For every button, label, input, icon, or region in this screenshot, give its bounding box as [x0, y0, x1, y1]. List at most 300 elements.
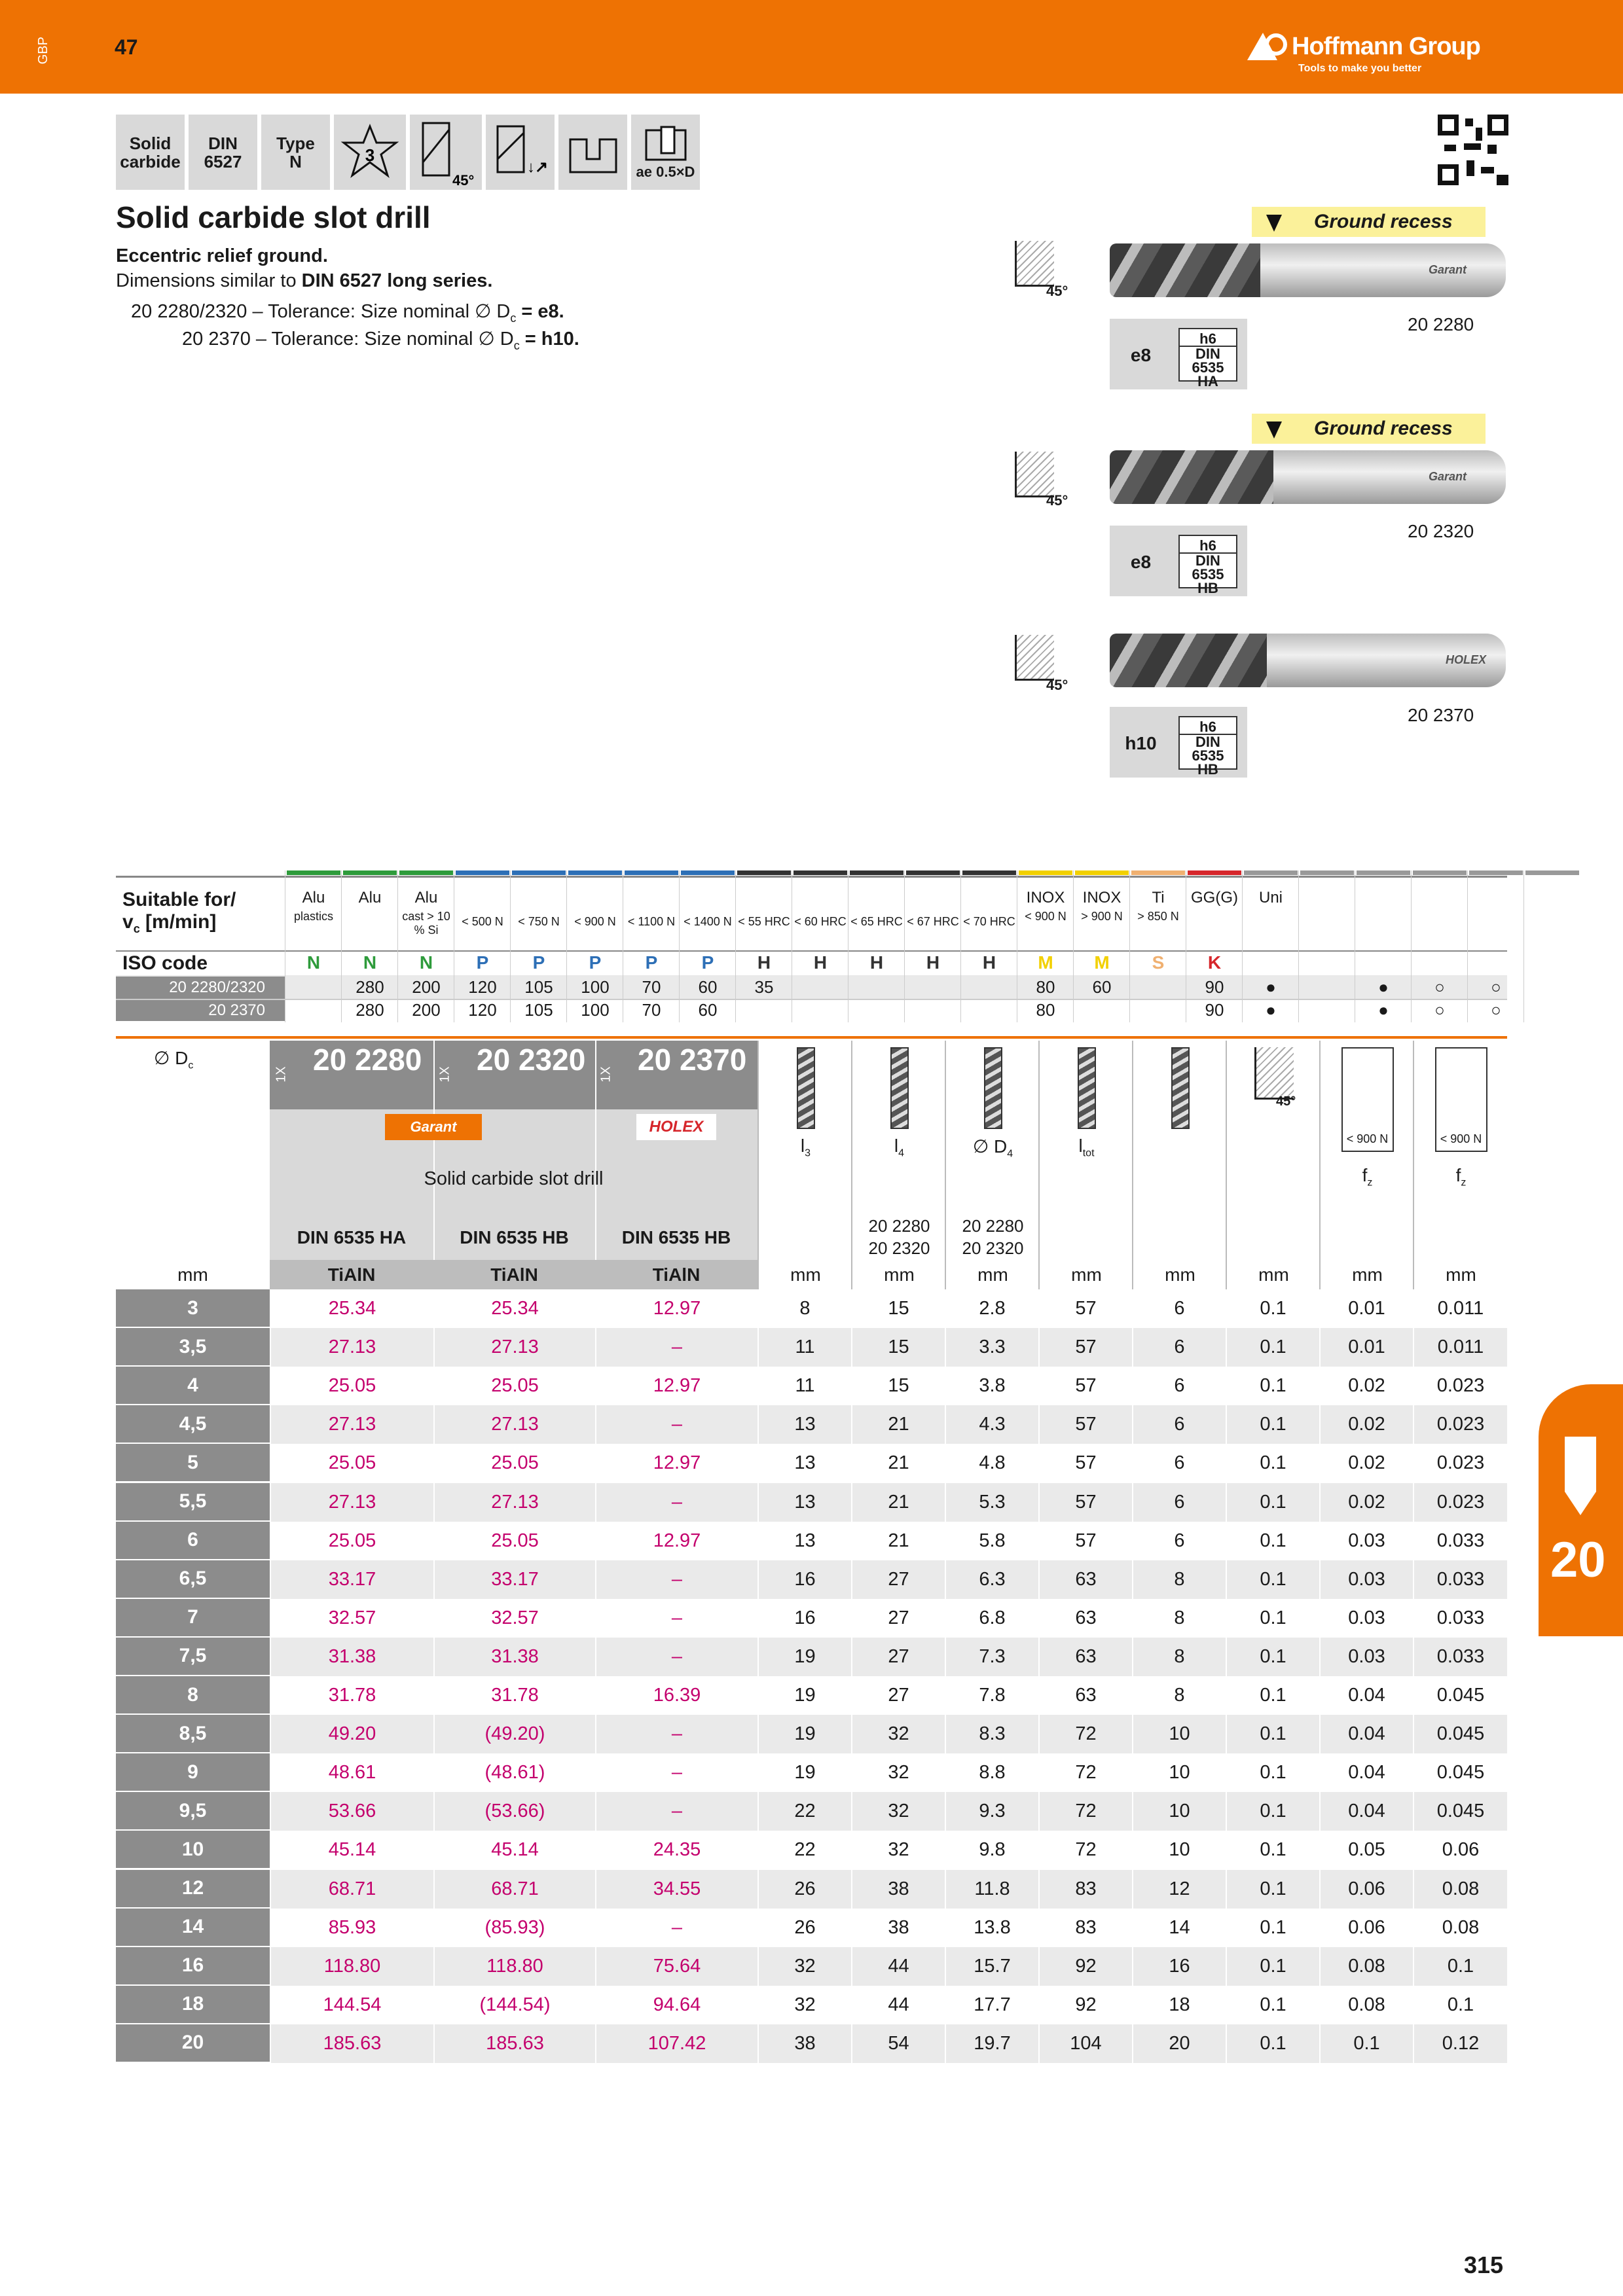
price-cell[interactable]: 27.13 — [433, 1328, 595, 1367]
dimension-icon — [1171, 1047, 1190, 1129]
tool-image-2: Garant — [1110, 450, 1506, 504]
dim-cell: 92 — [1038, 1986, 1132, 2024]
dim-cell: 54 — [851, 2024, 945, 2063]
dim-cell: 0.1 — [1319, 2024, 1413, 2063]
suit-col — [397, 870, 454, 1022]
suit-subhead: < 900 N — [574, 915, 616, 928]
tool-code-2: 20 2320 — [1408, 521, 1474, 541]
iso-code: H — [813, 952, 828, 973]
price-cell[interactable]: 12.97 — [595, 1367, 757, 1405]
price-cell[interactable]: 32.57 — [270, 1599, 433, 1638]
suit-row-label-2: 20 2370 — [208, 1001, 265, 1019]
dim-cell: 0.03 — [1319, 1599, 1413, 1638]
note-code: 20 2320 — [868, 1238, 930, 1258]
table-top-rule — [116, 1036, 1507, 1039]
dim-cell: 0.01 — [1319, 1289, 1413, 1328]
dim-cell: 32 — [851, 1715, 945, 1753]
dim-cell: 38 — [757, 2024, 851, 2063]
dim-cell: 0.045 — [1413, 1676, 1507, 1715]
dim-cell: 0.1 — [1226, 1947, 1319, 1986]
table-row — [116, 1831, 1507, 1869]
suit-subhead: < 500 N — [462, 915, 503, 928]
table-row — [116, 1870, 1507, 1909]
dim-cell: 57 — [1038, 1405, 1132, 1444]
dim-cell: 16 — [757, 1599, 851, 1638]
attr-din: DIN 6527 — [189, 115, 257, 190]
suit-subhead: < 60 HRC — [794, 915, 847, 928]
suit-col — [1186, 870, 1242, 1022]
dim-cell: 0.045 — [1413, 1753, 1507, 1792]
price-cell[interactable]: – — [595, 1715, 757, 1753]
unit-label: mm — [1165, 1265, 1195, 1285]
price-cell[interactable]: (144.54) — [433, 1986, 595, 2024]
din-3: DIN 6535 HB — [621, 1227, 731, 1247]
attr-solid-carbide: Solid carbide — [116, 115, 185, 190]
price-cell[interactable]: 31.78 — [270, 1676, 433, 1715]
price-cell[interactable]: – — [595, 1483, 757, 1522]
dim-cell: 72 — [1038, 1753, 1132, 1792]
dim-cell: 0.1 — [1226, 1444, 1319, 1482]
price-cell[interactable]: 32.57 — [433, 1599, 595, 1638]
dim-cell: 27 — [851, 1599, 945, 1638]
brand-name: Hoffmann Group — [1292, 33, 1480, 60]
tolerance-box-1: e8 h6 DIN 6535 HA — [1110, 319, 1247, 389]
ground-recess-label-1: Ground recess — [1252, 207, 1486, 237]
table-row — [116, 1909, 1507, 1947]
iso-code: M — [1094, 952, 1110, 973]
suit-subhead: > 850 N — [1137, 910, 1179, 923]
dim-cell: 13 — [757, 1405, 851, 1444]
suit-row-label-1: 20 2280/2320 — [169, 978, 265, 996]
angle-3: 45° — [1046, 677, 1068, 693]
dc-cell: 3,5 — [116, 1328, 270, 1367]
price-cell[interactable]: 25.05 — [270, 1367, 433, 1405]
dimension-icon — [797, 1047, 815, 1129]
dim-cell: 0.04 — [1319, 1715, 1413, 1753]
dim-cell: 0.04 — [1319, 1792, 1413, 1831]
dim-cell: 63 — [1038, 1560, 1132, 1599]
dim-cell: 0.023 — [1413, 1405, 1507, 1444]
dc-cell: 4,5 — [116, 1405, 270, 1444]
table-row — [116, 1522, 1507, 1560]
dim-cell: 3.3 — [945, 1328, 1038, 1367]
price-cell[interactable]: 27.13 — [270, 1405, 433, 1444]
table-row — [116, 1560, 1507, 1599]
dim-cell: 27 — [851, 1676, 945, 1715]
price-cell[interactable]: 25.05 — [433, 1522, 595, 1560]
dim-cell: 0.05 — [1319, 1831, 1413, 1869]
suit-head: Ti — [1152, 889, 1165, 906]
tool-code-3: 20 2370 — [1408, 705, 1474, 725]
dc-cell: 5 — [116, 1444, 270, 1482]
dim-cell: 0.033 — [1413, 1560, 1507, 1599]
suit-col — [1073, 870, 1129, 1022]
suit-value: ○ — [1434, 1000, 1445, 1020]
dim-cell: 32 — [851, 1792, 945, 1831]
dim-head-3 — [1038, 1041, 1132, 1289]
dim-cell: 4.8 — [945, 1444, 1038, 1482]
drill-icon — [1554, 1437, 1607, 1515]
dim-cell: 57 — [1038, 1328, 1132, 1367]
dim-cell: 0.045 — [1413, 1715, 1507, 1753]
dim-cell: 7.3 — [945, 1638, 1038, 1676]
suit-col — [1467, 870, 1523, 1022]
dim-cell: 0.1 — [1226, 1560, 1319, 1599]
price-cell[interactable]: 48.61 — [270, 1753, 433, 1792]
dim-cell: 6 — [1132, 1522, 1226, 1560]
iso-code: N — [363, 952, 377, 973]
dim-cell: 10 — [1132, 1753, 1226, 1792]
unit-label: mm — [977, 1265, 1008, 1285]
dim-cell: 0.011 — [1413, 1328, 1507, 1367]
dim-cell: 8.8 — [945, 1753, 1038, 1792]
dim-cell: 6 — [1132, 1328, 1226, 1367]
three-flute-icon — [340, 123, 399, 182]
price-cell[interactable]: 45.14 — [433, 1831, 595, 1869]
dim-cell: 15 — [851, 1289, 945, 1328]
suit-col — [341, 870, 397, 1022]
suit-value: 60 — [698, 1000, 718, 1020]
dim-cell: 0.011 — [1413, 1289, 1507, 1328]
suit-head: Uni — [1258, 889, 1283, 906]
price-cell[interactable]: – — [595, 1405, 757, 1444]
dim-cell: 0.1 — [1413, 1986, 1507, 2024]
suit-col — [960, 870, 1017, 1022]
suit-value: 120 — [468, 977, 497, 997]
price-cell[interactable]: 118.80 — [433, 1947, 595, 1986]
angle-2: 45° — [1046, 492, 1068, 509]
price-cell[interactable]: 185.63 — [270, 2024, 433, 2063]
dim-cell: 0.033 — [1413, 1638, 1507, 1676]
price-cell[interactable]: 25.05 — [270, 1522, 433, 1560]
dc-cell: 16 — [116, 1947, 270, 1986]
note-code: 20 2280 — [868, 1216, 930, 1236]
dim-cell: 10 — [1132, 1831, 1226, 1869]
dim-cell: 10 — [1132, 1792, 1226, 1831]
table-row — [116, 1986, 1507, 2024]
price-cell[interactable]: – — [595, 1638, 757, 1676]
dim-cell: 0.1 — [1226, 1328, 1319, 1367]
note-code: 20 2320 — [962, 1238, 1024, 1258]
dim-cell: 19 — [757, 1715, 851, 1753]
dim-cell: 26 — [757, 1870, 851, 1909]
price-cell[interactable]: – — [595, 1560, 757, 1599]
dim-cell: 0.1 — [1226, 1405, 1319, 1444]
price-cell[interactable]: 185.63 — [433, 2024, 595, 2063]
price-cell[interactable]: 49.20 — [270, 1715, 433, 1753]
page-number-top: 47 — [115, 35, 138, 59]
suit-col — [1411, 870, 1467, 1022]
price-cell[interactable]: – — [595, 1792, 757, 1831]
price-cell[interactable]: 24.35 — [595, 1831, 757, 1869]
dim-cell: 0.1 — [1413, 1947, 1507, 1986]
suit-subhead: cast > 10 % Si — [402, 910, 450, 937]
chapter-tab[interactable] — [1539, 1384, 1623, 1636]
desc-line-3: 20 2280/2320 – Tolerance: Size nominal ∅ $D_c = e8$. — [131, 301, 564, 325]
price-cell[interactable]: 12.97 — [595, 1522, 757, 1560]
chapter-number: 20 — [1550, 1532, 1606, 1588]
dc-cell: 6,5 — [116, 1560, 270, 1599]
suit-subhead: < 900 N — [1025, 910, 1067, 923]
dim-cell: 10 — [1132, 1715, 1226, 1753]
price-cell[interactable]: 27.13 — [270, 1328, 433, 1367]
price-cell[interactable]: (85.93) — [433, 1909, 595, 1947]
table-row — [116, 1289, 1507, 1328]
price-cell[interactable]: 94.64 — [595, 1986, 757, 2024]
iso-code: K — [1207, 952, 1222, 973]
dimension-icon — [984, 1047, 1002, 1129]
suit-head: Alu — [302, 889, 325, 906]
brand-tagline: Tools to make you better — [1298, 63, 1422, 74]
suit-col — [1017, 870, 1073, 1022]
price-cell[interactable]: 12.97 — [595, 1444, 757, 1482]
page-header — [0, 0, 1623, 94]
price-cell[interactable]: – — [595, 1909, 757, 1947]
dim-cell: 15 — [851, 1328, 945, 1367]
dim-cell: 5.8 — [945, 1522, 1038, 1560]
dimension-icon — [890, 1047, 909, 1129]
dim-cell: 22 — [757, 1792, 851, 1831]
logo-icon — [1247, 30, 1288, 62]
dim-cell: 3.8 — [945, 1367, 1038, 1405]
dc-cell: 9 — [116, 1753, 270, 1792]
ae-icon — [643, 124, 689, 163]
dim-cell: 72 — [1038, 1831, 1132, 1869]
unit-label: mm — [1446, 1265, 1476, 1285]
suit-col — [1355, 870, 1411, 1022]
price-cell[interactable]: 85.93 — [270, 1909, 433, 1947]
dim-cell: 13.8 — [945, 1909, 1038, 1947]
dim-cell: 4.3 — [945, 1405, 1038, 1444]
iso-code: M — [1038, 952, 1053, 973]
price-cell[interactable]: 45.14 — [270, 1831, 433, 1869]
dim-cell: 57 — [1038, 1367, 1132, 1405]
price-cell[interactable]: 75.64 — [595, 1947, 757, 1986]
price-cell[interactable]: 31.38 — [270, 1638, 433, 1676]
coating-1: TiAlN — [327, 1265, 376, 1285]
suit-col — [679, 870, 735, 1022]
dim-cell: 27 — [851, 1560, 945, 1599]
suit-value: ○ — [1491, 1000, 1501, 1020]
price-cell[interactable]: – — [595, 1328, 757, 1367]
suit-value: ● — [1266, 977, 1276, 997]
dim-head-2 — [945, 1041, 1038, 1289]
dim-cell: 6.8 — [945, 1599, 1038, 1638]
suit-col — [1298, 870, 1355, 1022]
iso-code: N — [306, 952, 321, 973]
suit-value: 60 — [698, 977, 718, 997]
desc-line-4: 20 2370 – Tolerance: Size nominal ∅ $D_c = h10$. — [182, 329, 579, 352]
dim-cell: 9.3 — [945, 1792, 1038, 1831]
garant-logo: Garant — [385, 1114, 482, 1140]
unit-label: mm — [884, 1265, 915, 1285]
suit-subhead: < 1400 N — [684, 915, 732, 928]
suit-col — [848, 870, 904, 1022]
iso-code: P — [701, 952, 714, 973]
price-cell[interactable]: 25.05 — [433, 1367, 595, 1405]
dim-cell: 11 — [757, 1328, 851, 1367]
dim-cell: 0.1 — [1226, 1676, 1319, 1715]
suit-col — [566, 870, 623, 1022]
dim-cell: 13 — [757, 1522, 851, 1560]
suit-col — [285, 870, 341, 1022]
dim-cell: 0.02 — [1319, 1483, 1413, 1522]
attr-ae: ae 0.5×D — [631, 115, 700, 190]
tool-code-1: 20 2280 — [1408, 314, 1474, 334]
price-cell[interactable]: 33.17 — [270, 1560, 433, 1599]
dim-cell: 0.045 — [1413, 1792, 1507, 1831]
dim-head-0 — [757, 1041, 851, 1289]
dc-header: ∅ $D_c$ — [154, 1048, 194, 1071]
dc-cell: 7,5 — [116, 1638, 270, 1676]
price-cell[interactable]: 31.78 — [433, 1676, 595, 1715]
dim-cell: 0.1 — [1226, 1831, 1319, 1869]
price-cell[interactable]: 68.71 — [270, 1870, 433, 1909]
unit-label: mm — [1258, 1265, 1289, 1285]
price-cell[interactable]: 27.13 — [433, 1405, 595, 1444]
dim-cell: 0.08 — [1319, 1986, 1413, 2024]
dim-cell: 0.06 — [1319, 1909, 1413, 1947]
iso-code: H — [926, 952, 940, 973]
price-cell[interactable]: – — [595, 1599, 757, 1638]
dc-cell: 8,5 — [116, 1715, 270, 1753]
table-row — [116, 1715, 1507, 1753]
dim-cell: 44 — [851, 1947, 945, 1986]
dim-head-5 — [1226, 1041, 1319, 1289]
suit-value: 60 — [1092, 977, 1112, 997]
dim-cell: 6.3 — [945, 1560, 1038, 1599]
suit-col — [1523, 870, 1580, 1022]
dim-cell: 19 — [757, 1676, 851, 1715]
suit-col — [792, 870, 848, 1022]
col-code-2: 20 2320 — [477, 1043, 586, 1077]
dim-cell: 0.1 — [1226, 1986, 1319, 2024]
suit-head: INOX — [1026, 889, 1065, 906]
suit-value: 100 — [581, 1000, 610, 1020]
plunge-icon — [491, 120, 550, 185]
price-cell[interactable]: (48.61) — [433, 1753, 595, 1792]
suit-subhead: < 55 HRC — [738, 915, 790, 928]
dim-cell: 0.1 — [1226, 2024, 1319, 2063]
suit-col — [1242, 870, 1298, 1022]
dim-label: $f_z$ — [1362, 1165, 1373, 1189]
price-cell[interactable]: 68.71 — [433, 1870, 595, 1909]
dim-cell: 11.8 — [945, 1870, 1038, 1909]
dim-cell: 57 — [1038, 1289, 1132, 1328]
price-cell[interactable]: 118.80 — [270, 1947, 433, 1986]
dim-label: $l_4$ — [894, 1136, 905, 1159]
suit-value: 280 — [356, 1000, 384, 1020]
product-title: Solid carbide slot drill — [116, 200, 431, 234]
price-cell[interactable]: – — [595, 1753, 757, 1792]
dim-cell: 13 — [757, 1444, 851, 1482]
tolerance-box-2: e8 h6 DIN 6535 HB — [1110, 526, 1247, 596]
price-cell[interactable]: 16.39 — [595, 1676, 757, 1715]
dim-cell: 8 — [1132, 1638, 1226, 1676]
suit-value: 100 — [581, 977, 610, 997]
dim-cell: 63 — [1038, 1599, 1132, 1638]
table-row — [116, 1405, 1507, 1444]
price-cell[interactable]: 25.05 — [270, 1444, 433, 1482]
table-row — [116, 1483, 1507, 1522]
dc-cell: 3 — [116, 1289, 270, 1328]
price-cell[interactable]: (53.66) — [433, 1792, 595, 1831]
price-cell[interactable]: 34.55 — [595, 1870, 757, 1909]
dim-cell: 14 — [1132, 1909, 1226, 1947]
price-cell[interactable]: 25.05 — [433, 1444, 595, 1482]
price-cell[interactable]: 31.38 — [433, 1638, 595, 1676]
table-row — [116, 2024, 1507, 2063]
suit-value: 200 — [412, 1000, 441, 1020]
dim-cell: 6 — [1132, 1444, 1226, 1482]
dim-cell: 32 — [851, 1831, 945, 1869]
dc-cell: 6 — [116, 1522, 270, 1560]
dim-cell: 0.02 — [1319, 1367, 1413, 1405]
dim-label: $l_3$ — [800, 1136, 811, 1159]
price-cell[interactable]: 12.97 — [595, 1289, 757, 1328]
suit-head: GG(G) — [1191, 889, 1238, 906]
price-cell[interactable]: 53.66 — [270, 1792, 433, 1831]
attr-type: Type N — [261, 115, 330, 190]
price-cell[interactable]: (49.20) — [433, 1715, 595, 1753]
suit-col — [623, 870, 679, 1022]
price-cell[interactable]: 107.42 — [595, 2024, 757, 2063]
dc-cell: 10 — [116, 1831, 270, 1869]
price-cell[interactable]: 25.34 — [270, 1289, 433, 1328]
svg-text:3: 3 — [365, 145, 375, 165]
dimension-icon — [1078, 1047, 1096, 1129]
dim-cell: 17.7 — [945, 1986, 1038, 2024]
iso-code: P — [476, 952, 489, 973]
dim-cell: 2.8 — [945, 1289, 1038, 1328]
qr-code[interactable] — [1438, 115, 1508, 185]
suit-value: 70 — [642, 977, 661, 997]
dim-cell: 6 — [1132, 1483, 1226, 1522]
attr-helix — [410, 115, 482, 190]
suit-head: Alu — [358, 889, 382, 906]
price-cell[interactable]: 144.54 — [270, 1986, 433, 2024]
dim-cell: 0.023 — [1413, 1444, 1507, 1482]
price-cell[interactable]: 33.17 — [433, 1560, 595, 1599]
price-cell[interactable]: 27.13 — [270, 1483, 433, 1522]
suit-value: ○ — [1434, 977, 1445, 997]
dim-cell: 26 — [757, 1909, 851, 1947]
dim-label: $f_z$ — [1455, 1165, 1467, 1189]
table-row — [116, 1367, 1507, 1405]
dim-cell: 21 — [851, 1444, 945, 1482]
dim-cell: 19 — [757, 1753, 851, 1792]
dim-cell: 57 — [1038, 1483, 1132, 1522]
suit-value: 70 — [642, 1000, 661, 1020]
dc-cell: 14 — [116, 1909, 270, 1947]
suit-col — [510, 870, 566, 1022]
suit-value: 80 — [1036, 1000, 1055, 1020]
suit-col — [1129, 870, 1186, 1022]
dim-cell: 15 — [851, 1367, 945, 1405]
iso-code: N — [419, 952, 433, 973]
dim-cell: 6 — [1132, 1367, 1226, 1405]
dim-cell: 15.7 — [945, 1947, 1038, 1986]
suit-value: ● — [1378, 1000, 1389, 1020]
dim-cell: 12 — [1132, 1870, 1226, 1909]
price-cell[interactable]: 27.13 — [433, 1483, 595, 1522]
table-row — [116, 1676, 1507, 1715]
table-row — [116, 1947, 1507, 1986]
price-cell[interactable]: 25.34 — [433, 1289, 595, 1328]
dim-cell: 57 — [1038, 1444, 1132, 1482]
dim-cell: 0.1 — [1226, 1909, 1319, 1947]
dc-cell: 8 — [116, 1676, 270, 1715]
